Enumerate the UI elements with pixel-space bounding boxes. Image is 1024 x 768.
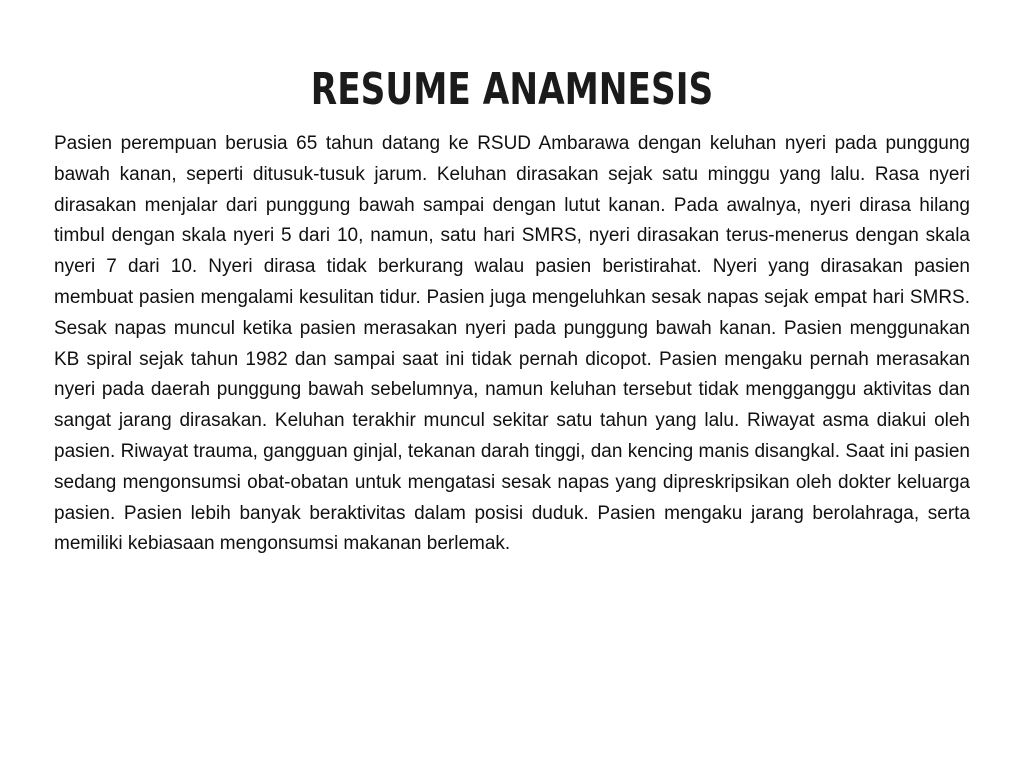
slide-body-text: Pasien perempuan berusia 65 tahun datang ke RSUD Ambarawa dengan keluhan nyeri pada punggung bawah kanan, seperti ditusuk-tusuk jarum. Keluhan dirasakan sejak satu minggu yang lalu. Rasa nyeri dirasakan menjalar dari punggung bawah sampai dengan lutut kanan. Pada awalnya, nyeri dirasa hilang timbul dengan skala nyeri 5 dari 10, namun, satu hari SMRS, nyeri dirasakan terus-menerus dengan skala nyeri 7 dari 10. Nyeri dirasa tidak berkurang walau pasien beristirahat. Nyeri yang dirasakan pasien membuat pasien mengalami kesulitan tidur. Pasien juga mengeluhkan sesak napas sejak empat hari SMRS. Sesak napas muncul ketika pasien merasakan nyeri pada punggung bawah kanan. Pasien menggunakan KB spiral sejak tahun 1982 dan sampai saat ini tidak pernah dicopot. Pasien mengaku pernah merasakan nyeri pada daerah punggung bawah sebelumnya, namun keluhan tersebut tidak mengganggu aktivitas dan sangat jarang dirasakan. Keluhan terakhir muncul sekitar satu tahun yang lalu. Riwayat asma diakui oleh pasien. Riwayat trauma, gangguan ginjal, tekanan darah tinggi, dan kencing manis disangkal. Saat ini pasien sedang mengonsumsi obat-obatan untuk mengatasi sesak napas yang dipreskripsikan oleh dokter keluarga pasien. Pasien lebih banyak beraktivitas dalam posisi duduk. Pasien mengaku jarang berolahraga, serta memiliki kebiasaan mengonsumsi makanan berlemak. (54, 133, 970, 555)
slide-title: RESUME ANAMNESIS (310, 64, 714, 115)
